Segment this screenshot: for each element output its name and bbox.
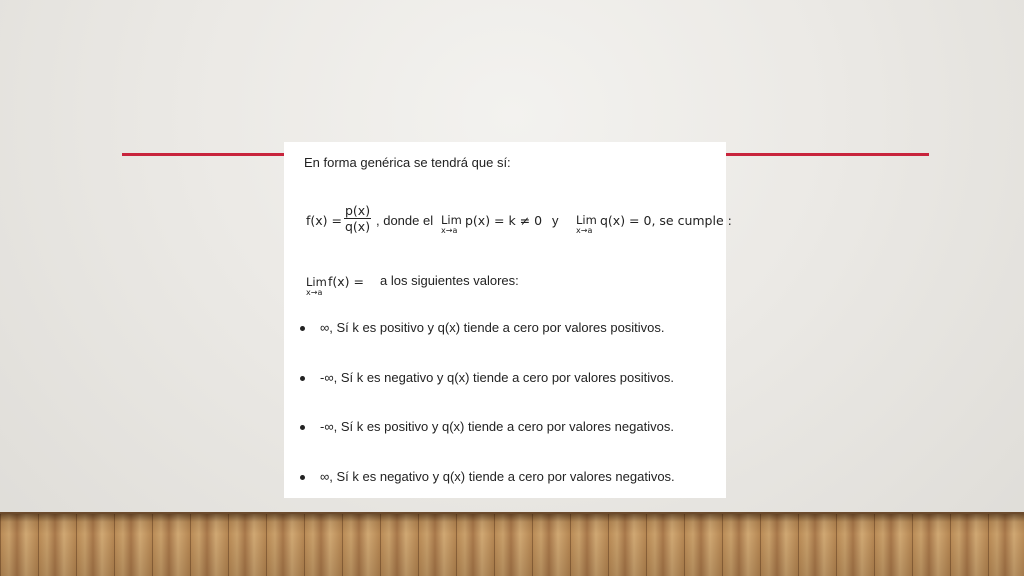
accent-rule-left — [122, 153, 286, 156]
fraction-numerator: p(x) — [345, 203, 371, 218]
values-intro-text: a los siguientes valores: — [380, 273, 519, 288]
and-text: y — [552, 213, 559, 228]
limit-f-subscript: x→a — [306, 288, 323, 297]
limit-q-word: Lim — [576, 213, 597, 227]
bullet-dot — [300, 326, 305, 331]
limit-p-word: Lim — [441, 213, 462, 227]
accent-rule-right — [725, 153, 929, 156]
limit-q — [576, 213, 597, 235]
wood-floor — [0, 514, 1024, 576]
intro-text: En forma genérica se tendrá que sí: — [304, 155, 511, 170]
limit-p — [441, 213, 462, 235]
bullet-item: -∞, Sí k es positivo y q(x) tiende a cero por valores negativos. — [320, 419, 674, 434]
fraction-denominator: q(x) — [345, 219, 371, 234]
bullet-item: ∞, Sí k es negativo y q(x) tiende a cero por valores negativos. — [320, 469, 675, 484]
donde-text: , donde el — [376, 213, 434, 228]
bullet-dot — [300, 376, 305, 381]
limit-q-expression: q(x) = 0, se cumple : — [600, 213, 732, 228]
fraction — [344, 203, 371, 234]
bullet-dot — [300, 425, 305, 430]
bullet-item: -∞, Sí k es negativo y q(x) tiende a cero por valores positivos. — [320, 370, 674, 385]
limit-p-subscript: x→a — [441, 226, 458, 235]
limit-q-subscript: x→a — [576, 226, 593, 235]
bullet-dot — [300, 475, 305, 480]
fx-label: f(x) = — [306, 213, 342, 228]
limit-f — [306, 275, 327, 297]
limit-p-expression: p(x) = k ≠ 0 — [465, 213, 543, 228]
content-image — [284, 142, 732, 498]
limit-f-expression: f(x) = — [328, 274, 364, 289]
limit-f-word: Lim — [306, 275, 327, 289]
bullet-item: ∞, Sí k es positivo y q(x) tiende a cero por valores positivos. — [320, 320, 665, 335]
